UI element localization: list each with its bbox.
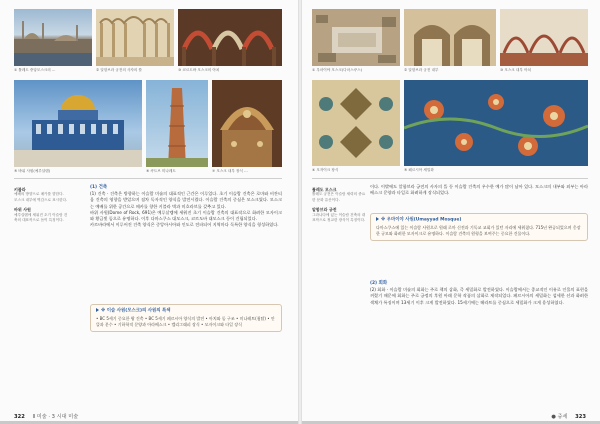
- side-note-text: 예루살렘에 세워진 초기 이슬람 건축의 대표작으로 돔이 특징이다.: [14, 212, 68, 223]
- section-heading-painting: (2) 회화: [370, 281, 388, 286]
- side-note-title: 톨레도 모스크: [312, 187, 337, 192]
- box-title: [96, 308, 276, 314]
- photo-umayyad-aerial: [312, 9, 400, 66]
- paragraph: (1) 건축 · 건축은 방향하는 이슬람 미술의 대표적인 근간은 이루었다. 초기 이슬람 건축은 로마와 비잔티움 건축의 영향을 받았으며 점차 독자적인 양식을 발전시켰다. 이슬람 건축의 중심은 모스크였다. 모스크는 예배를 위한 공간으로 메카를 향한 키블라 벽과 미흐라브를 갖추고 있다.: [90, 191, 282, 209]
- photo-lions-court: [96, 9, 174, 66]
- photo-qutb-minar: [146, 80, 208, 167]
- paragraph: 카르바라에서 이루어진 건축 양식은 중앙아시아와 인도로 전파되어 지역마다 독특한 양식을 형성하였다.: [90, 222, 279, 228]
- photo-alhambra-hall: [404, 9, 496, 66]
- box-title-text: ※ 우마이야 사원(Umayyad Mosque): [381, 217, 462, 223]
- box-text: 다마스쿠스에 있는 이슬람 사원으로 원래 로마 신전과 기독교 교회가 있던 자리에 세워졌다. 715년 완공되었으며 웅장한 규모와 화려한 모자이크로 유명하다. 이슬람 건축의 원형을 보여주는 중요한 건물이다.: [376, 225, 581, 237]
- left-body-text: [90, 191, 282, 229]
- box-title: [376, 217, 582, 223]
- left-side-notes: [14, 183, 68, 223]
- caption-6: ⑥ 쿠트브 미나레트: [146, 169, 176, 173]
- side-note-text: 예배의 방향으로 메카를 향한다. 모스크 내부에 벽감으로 표시한다.: [14, 192, 68, 202]
- section-heading-architecture: (1) 건축: [90, 185, 108, 190]
- info-box-umayyad: [370, 213, 588, 241]
- caption-r4: ④ 모자이크 장식: [312, 168, 339, 172]
- side-note-title: 알함브라 궁전: [312, 207, 337, 213]
- paragraph: 이다. 이밖에도 알함브라 궁전의 사자의 뜰 등 이슬람 건축의 우수한 예가 많이 남아 있다. 모스크의 내부와 외부는 아라베스크 문양과 타일로 화려하게 장식되었다.: [370, 184, 588, 196]
- box-text: • BC 5세기 중요한 왕 건축 • BC 5세기 페르시아 양식의 발전 • 아치와 돔 구조 • 미나레트(첨탑) • 안뜰과 분수 • 기하학적 문양과 아라베스크 • 캘리그래피 장식 • 모자이크와 타일 장식: [96, 316, 275, 328]
- running-footer: Ⅱ 미술 · 3 시대 미술: [32, 414, 79, 420]
- side-note-title: 바위 사원: [14, 207, 31, 213]
- photo-mosaic: [312, 80, 400, 166]
- right-footer: [551, 413, 586, 420]
- right-side-notes: [312, 183, 366, 223]
- caption-7: ⑦ 모스크 내부 장식 …: [212, 169, 248, 173]
- bullet-icon: [376, 217, 379, 221]
- side-note-text: 그라나다에 있는 이슬람 건축의 대표작으로 정교한 장식이 특징이다.: [312, 212, 366, 223]
- caption-r3: ③ 모스크 내부 아치: [500, 68, 531, 72]
- caption-5: ⑤ 바위 사원(예루살렘): [14, 169, 51, 173]
- box-title-text: ※ 이슬 사원(모스크)의 사원의 특색: [101, 308, 171, 314]
- caption-r1: ① 우마이야 모스크(다마스쿠스): [312, 68, 362, 72]
- caption-2: ② 알함브라 궁전의 사자의 뜰: [96, 68, 142, 72]
- right-body-bottom: [370, 287, 588, 306]
- info-box-mosque: [90, 304, 282, 332]
- left-footer: [14, 413, 78, 420]
- right-body-top: [370, 184, 588, 197]
- caption-1: ① 톨레도 중앙모스크의 …: [14, 68, 56, 72]
- photo-mosque-arches-red: [500, 9, 588, 66]
- photo-cordoba-arches: [178, 9, 282, 66]
- book-gutter: [298, 0, 302, 424]
- side-note-text: 톨레도 궁전은 이슬람 세력의 중요한 문화 유산이다.: [312, 192, 366, 202]
- photo-istanbul-skyline: [14, 9, 92, 66]
- caption-r2: ② 알함브라 궁전 내부: [404, 68, 439, 72]
- running-footer: ● 중세: [551, 414, 568, 420]
- photo-mosque-interior: [212, 80, 282, 167]
- page-number: 323: [575, 414, 586, 420]
- photo-dome-of-rock: [14, 80, 142, 167]
- paragraph: (2) 회화 · 이슬람 미술의 회화는 주로 책의 삽화, 즉 세밀화로 발전하였다. 이슬람에서는 종교적인 이유로 인물의 표현을 꺼렸기 때문에 회화는 주로 궁정의 후원 아래 문학 작품의 삽화로 제작되었다. 페르시아의 세밀화는 섬세한 선과 화려한 색채가 특징이며 13세기 이후 크게 발전하였다. 15세기에는 헤라트를 중심으로 세밀화가 크게 융성하였다.: [370, 287, 588, 305]
- paragraph: 바위 사원(Dome of Rock, 691)은 예루살렘에 세워진 초기 이슬람 건축의 대표작으로 화려한 모자이크와 황금빛 돔으로 유명하다. 이후 다마스쿠스 대모스크, 코르도바 대모스크 등이 건립되었다.: [90, 209, 282, 222]
- caption-r5: ⑤ 페르시아 세밀화: [404, 168, 434, 172]
- caption-3: ③ 코르도바 모스크의 아치: [178, 68, 220, 72]
- photo-persian-miniature: [404, 80, 588, 166]
- right-divider: [312, 178, 588, 179]
- side-note-title: 키블라: [14, 187, 26, 192]
- left-divider: [14, 178, 282, 179]
- page-number: 322: [14, 414, 25, 420]
- bullet-icon: [96, 308, 99, 312]
